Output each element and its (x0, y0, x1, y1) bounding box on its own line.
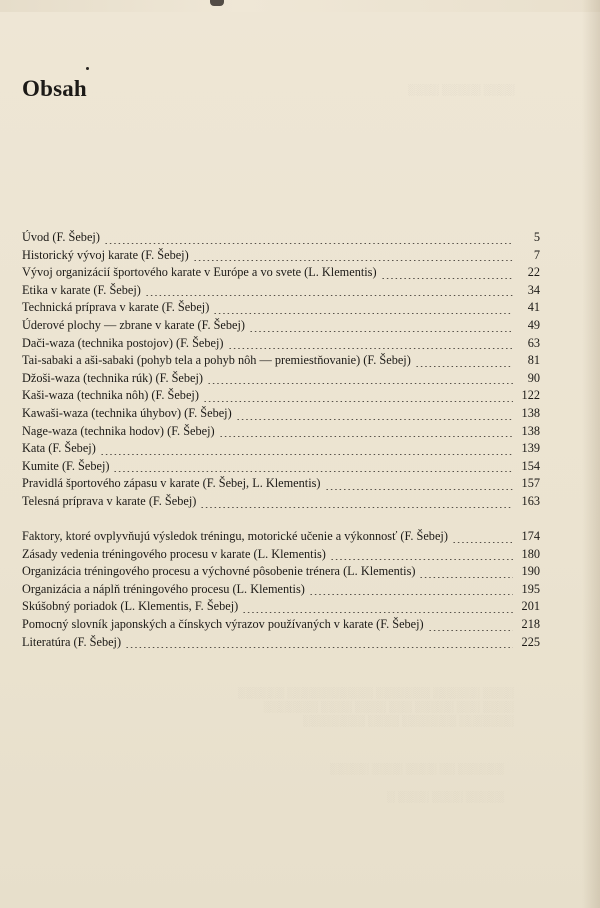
toc-entry-title: Faktory, ktoré ovplyvňujú výsledok tréningu, motorické učenie a výkonnosť (F. Šebej) (22, 529, 448, 544)
toc-page-number: 122 (521, 388, 540, 403)
toc-page-number: 180 (521, 546, 540, 561)
toc-entry (22, 264, 540, 282)
toc-entry-title: Dači-waza (technika postojov) (F. Šebej) (22, 335, 224, 350)
toc-page-number: 174 (521, 529, 540, 544)
dot-leader (325, 489, 514, 490)
toc-entry-title: Zásady vedenia tréningového procesu v karate (L. Klementis) (22, 546, 326, 561)
toc-entry-title: Technická príprava v karate (F. Šebej) (22, 300, 210, 315)
toc-entry (22, 475, 540, 493)
dot-leader (330, 559, 513, 560)
dot-leader (219, 436, 513, 437)
dot-leader (309, 594, 513, 595)
toc-page-number: 22 (527, 265, 540, 280)
toc-entry (22, 616, 540, 634)
toc-page-number: 154 (521, 458, 540, 473)
toc-entry (22, 493, 540, 511)
toc-page-number: 7 (533, 247, 540, 262)
toc-entry (22, 405, 540, 423)
toc-entry (22, 458, 540, 476)
toc-entry-title: Úvod (F. Šebej) (22, 230, 100, 244)
dot-leader (428, 630, 513, 631)
toc-entry-title: Kata (F. Šebej) (22, 441, 96, 456)
dot-leader (419, 577, 513, 578)
toc-entry-title: Kaši-waza (technika nôh) (F. Šebej) (22, 388, 199, 403)
toc-entry (22, 423, 540, 441)
toc-page-number: 157 (521, 476, 540, 491)
dot-leader (249, 331, 513, 332)
dot-leader (193, 260, 513, 261)
dot-leader (228, 348, 514, 349)
dot-leader (242, 612, 513, 613)
toc-entry-title: Pomocný slovník japonských a čínskych výrazov používaných v karate (F. Šebej) (22, 617, 424, 632)
toc-entry-title: Etika v karate (F. Šebej) (22, 282, 141, 297)
dot-leader (200, 507, 513, 508)
page-edge-shadow (582, 0, 600, 908)
show-through-text: ░░░░ ░░░░░░ ░░░░░░░ ░░░░░░░░░░░ ░░░░░░ ░░░░ ░░░ ░░░░░ ░░░ ░░░░ ░░░░ ░░░░░░░ ░░░░░░░ ░░░░░░░ ░░░░ ░░░░░░░░ (238, 687, 514, 727)
toc-page-number: 225 (521, 634, 540, 649)
toc-page-number: 81 (527, 353, 540, 368)
toc-page-number: 163 (521, 493, 540, 508)
toc-entry (22, 634, 540, 652)
dot-leader (213, 313, 513, 314)
dot-leader (145, 295, 513, 296)
toc-entry-title: Pravidlá športového zápasu v karate (F. Šebej, L. Klementis) (22, 476, 321, 491)
toc-page-number: 63 (527, 335, 540, 350)
dot-leader (104, 243, 513, 244)
toc-entry (22, 563, 540, 581)
show-through-text: ░░░░░░ ░░ ░░░░ ░░░░ ░░░░░ ░░░░░ ░░░░ ░░░░ ░ (330, 763, 505, 803)
top-edge (0, 0, 600, 12)
toc-page-number: 201 (521, 599, 540, 614)
toc-entry-title: Skúšobný poriadok (L. Klementis, F. Šebej) (22, 599, 239, 614)
dot-leader (113, 471, 513, 472)
toc-entry (22, 282, 540, 300)
toc-page-number: 139 (521, 441, 540, 456)
toc-entry (22, 511, 540, 546)
toc-entry (22, 440, 540, 458)
toc-entry-title: Historický vývoj karate (F. Šebej) (22, 247, 189, 262)
dot-leader (381, 278, 513, 279)
toc-page-number: 5 (533, 230, 540, 244)
dot-leader (207, 383, 513, 384)
toc-entry (22, 352, 540, 370)
table-of-contents (22, 229, 540, 651)
toc-page-number: 90 (527, 370, 540, 385)
toc-page-number: 190 (521, 564, 540, 579)
toc-entry (22, 247, 540, 265)
toc-page-number: 41 (527, 300, 540, 315)
dot-leader (100, 454, 513, 455)
toc-entry (22, 370, 540, 388)
page-title: Obsah (22, 76, 87, 101)
toc-entry-title: Kumite (F. Šebej) (22, 458, 110, 473)
ink-speck (86, 67, 89, 70)
dot-leader (236, 419, 513, 420)
toc-entry (22, 335, 540, 353)
toc-entry-title: Organizácia a náplň tréningového procesu (L. Klementis) (22, 581, 305, 596)
toc-entry (22, 317, 540, 335)
toc-entry-title: Telesná príprava v karate (F. Šebej) (22, 493, 197, 508)
toc-page-number: 34 (527, 282, 540, 297)
toc-page-number: 195 (521, 581, 540, 596)
toc-entry-title: Nage-waza (technika hodov) (F. Šebej) (22, 423, 215, 438)
dot-leader (415, 366, 513, 367)
toc-entry-title: Tai-sabaki a aši-sabaki (pohyb tela a pohyb nôh — premiestňovanie) (F. Šebej) (22, 353, 411, 368)
toc-entry (22, 546, 540, 564)
toc-page-number: 49 (527, 317, 540, 332)
print-mark (210, 0, 224, 6)
dot-leader (452, 542, 513, 543)
toc-entry-title: Organizácia tréningového procesu a výchovné pôsobenie trénera (L. Klementis) (22, 564, 416, 579)
toc-entry (22, 581, 540, 599)
toc-page-number: 138 (521, 405, 540, 420)
toc-entry-title: Džoši-waza (technika rúk) (F. Šebej) (22, 370, 204, 385)
toc-entry-title: Literatúra (F. Šebej) (22, 634, 122, 649)
toc-entry-title: Úderové plochy — zbrane v karate (F. Šebej) (22, 317, 246, 332)
toc-entry-title: Kawaši-waza (technika úhybov) (F. Šebej) (22, 405, 232, 420)
toc-entry (22, 598, 540, 616)
dot-leader (203, 401, 513, 402)
toc-entry (22, 229, 540, 247)
dot-leader (125, 647, 513, 648)
toc-entry (22, 299, 540, 317)
toc-page-number: 218 (521, 617, 540, 632)
toc-entry (22, 387, 540, 405)
toc-page-number: 138 (521, 423, 540, 438)
show-through-text: ░░░░ ░░░░░ ░░░░ (408, 84, 515, 96)
toc-entry-title: Vývoj organizácií športového karate v Európe a vo svete (L. Klementis) (22, 265, 377, 280)
